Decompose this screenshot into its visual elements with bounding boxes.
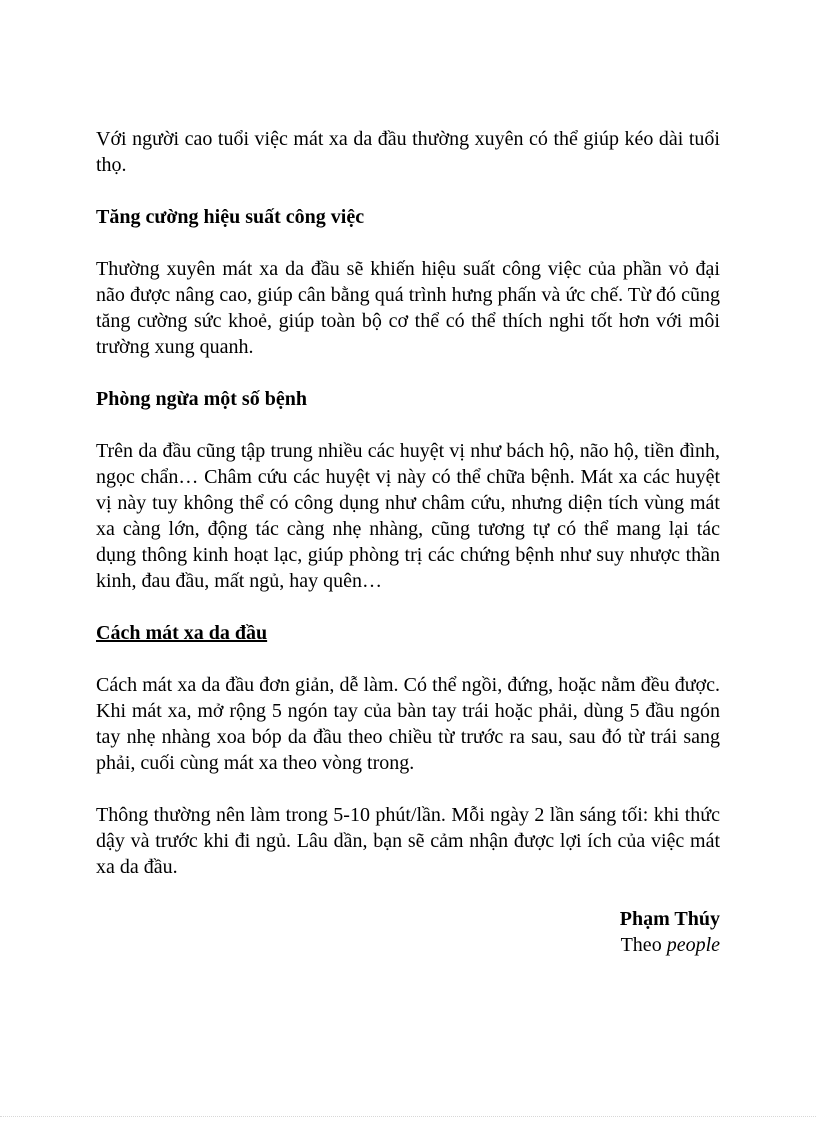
section-paragraph-massage-method-1: Cách mát xa da đầu đơn giản, dễ làm. Có thể ngồi, đứng, hoặc nằm đều được. Khi mát xa, mở rộng 5 ngón tay của bàn tay trái hoặc phải, dùng 5 đầu ngón tay nhẹ nhàng xoa bóp da đầu theo chiều từ trước ra sau, sau đó từ trái sang phải, cuối cùng mát xa theo vòng trong. bbox=[96, 674, 720, 774]
page-bottom-divider bbox=[0, 1116, 816, 1117]
intro-paragraph: Với người cao tuổi việc mát xa da đầu thường xuyên có thể giúp kéo dài tuổi thọ. bbox=[96, 128, 720, 176]
section-heading-work-efficiency: Tăng cường hiệu suất công việc bbox=[96, 206, 365, 228]
document-page bbox=[96, 126, 720, 958]
section-heading-massage-method: Cách mát xa da đầu bbox=[96, 622, 268, 644]
author-name: Phạm Thúy bbox=[619, 908, 720, 930]
signature-block bbox=[96, 906, 720, 958]
section-paragraph-massage-method-2: Thông thường nên làm trong 5-10 phút/lần. Mỗi ngày 2 lần sáng tối: khi thức dậy và trước khi đi ngủ. Lâu dần, bạn sẽ cảm nhận được lợi ích của việc mát xa da đầu. bbox=[96, 804, 720, 878]
source-prefix: Theo bbox=[620, 934, 667, 956]
section-paragraph-disease-prevention: Trên da đầu cũng tập trung nhiều các huyệt vị như bách hộ, não hộ, tiền đình, ngọc chẩn… Châm cứu các huyệt vị này có thể chữa bệnh. Mát xa các huyệt vị này tuy không thể có công dụng như châm cứu, nhưng diện tích vùng mát xa càng lớn, động tác càng nhẹ nhàng, cũng tương tự có thể mang lại tác dụng thông kinh hoạt lạc, giúp phòng trị các chứng bệnh như suy nhược thần kinh, đau đầu, mất ngủ, hay quên… bbox=[96, 440, 720, 592]
section-heading-disease-prevention: Phòng ngừa một số bệnh bbox=[96, 388, 307, 410]
source-line bbox=[96, 932, 720, 958]
source-name: people bbox=[666, 934, 720, 956]
section-paragraph-work-efficiency: Thường xuyên mát xa da đầu sẽ khiến hiệu suất công việc của phần vỏ đại não được nâng cao, giúp cân bằng quá trình hưng phấn và ức chế. Từ đó cũng tăng cường sức khoẻ, giúp toàn bộ cơ thể có thể thích nghi tốt hơn với môi trường xung quanh. bbox=[96, 258, 720, 358]
